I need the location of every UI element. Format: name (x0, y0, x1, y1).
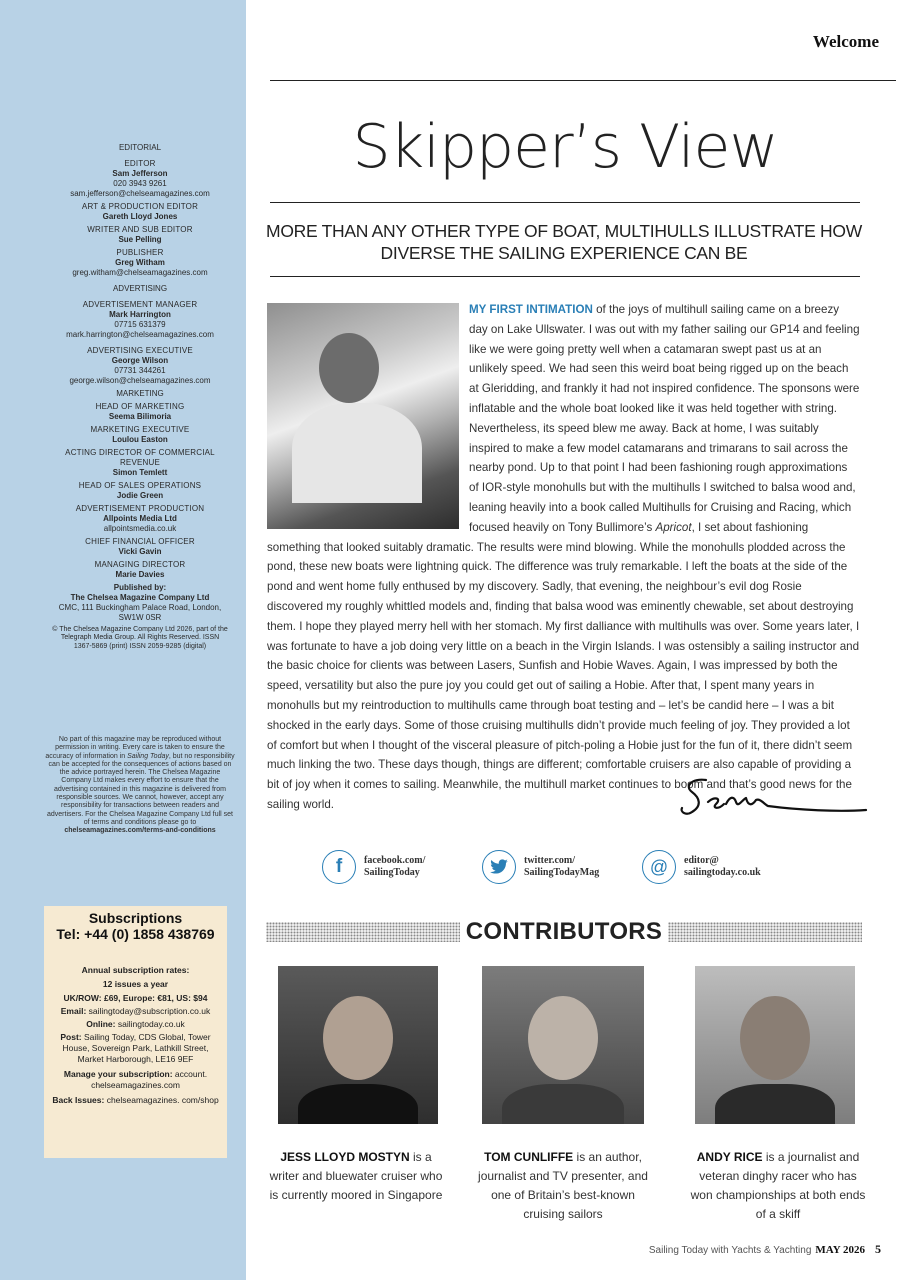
manage-link[interactable]: account. chelseamagazines.com (91, 1069, 208, 1090)
art-editor-name: Gareth Lloyd Jones (102, 212, 178, 221)
contributor-photo-3 (695, 966, 855, 1124)
facebook-line2: SailingToday (364, 867, 420, 878)
publisher-name: Greg Witham (115, 258, 165, 267)
photo-figure-head (319, 333, 379, 403)
contributor-text-3: is a journalist and veteran dinghy racer who has won championships at both ends of a skiff (690, 1150, 866, 1221)
editor-phone: 020 3943 9261 (113, 179, 167, 188)
subs-online-link[interactable]: sailingtoday.co.uk (117, 1019, 185, 1029)
ad-exec-name: George Wilson (111, 356, 169, 365)
head-marketing-name: Seema Bilimoria (108, 412, 172, 421)
standfirst: MORE THAN ANY OTHER TYPE OF BOAT, MULTIHULLS ILLUSTRATE HOW DIVERSE THE SAILING EXPERIENCE CAN BE (266, 221, 862, 263)
cfo-name: Vicki Gavin (118, 547, 162, 556)
email-label: Email: (60, 1006, 87, 1016)
subscriptions-title: Subscriptions (88, 910, 183, 926)
subs-post-row (44, 1032, 227, 1065)
page-number: 5 (875, 1242, 881, 1256)
commercial-director-name: Simon Temlett (112, 468, 168, 477)
header-rule (270, 80, 896, 81)
manage-label: Manage your subscription: (63, 1069, 173, 1079)
body-text-b: , I set about fashioning something that looked suitably dramatic. The results were mind blowing. While the monohulls plodded across the pond, these new boats were lightning quick. The difference was truly remarkable. I left the boats at the side of the pond and went home fully enthused by my discovery. Sadly, that evening, the neighbour’s evil dog Rosie discovered my roughly whittled models and, finding that balsa wood was eminently chewable, set about destroying them. I hope they played merry hell with her stomach. My first dalliance with multihulls was over. Some years later, I was fortunate to have a job doing very little on a beach in the Virgin Islands. I was ostensibly a sailing instructor and the basic choice for clients was between Lasers, Sunfish and Hobie Waves. Again, I was impressed by both the speed, versatility but also the pure joy you could get out of sailing a Hobie. After that, I spent many years in monohulls but my reintroduction to multihulls came through boat testing and – let’s be candid here – I was a bit shocked in the early days. Some of those cruising multihulls didn’t provide much feeling of joy. They provided a lot of comfort but when I thought of the visceral pleasure of pitch-poling a Hobie just for the fun of it, there didn’t seem much linking the two. These days though, things are different; comfortable cruisers are also capable of providing a bit of joy when it comes to sailing. Meanwhile, the multihull market continues to boom and that’s good news for the sailing world. (267, 520, 860, 811)
contributors-heading (266, 918, 862, 946)
section-editorial: EDITORIAL (118, 143, 162, 152)
commercial-director-title: ACTING DIRECTOR OF COMMERCIAL REVENUE (65, 448, 215, 467)
contributor-photo-2 (482, 966, 644, 1124)
masthead-sidebar (0, 0, 246, 1280)
post-address: Sailing Today, CDS Global, Tower House, Sovereign Park, Lathkill Street, Market Harborough, LE16 9EF (62, 1032, 211, 1064)
writer-name: Sue Pelling (118, 235, 162, 244)
masthead-credits (52, 143, 228, 654)
heading-dots-left (266, 922, 460, 942)
contributor-name-3: ANDY RICE (696, 1150, 763, 1164)
section-label: Welcome (812, 32, 879, 51)
body-italic: Apricot (655, 520, 692, 534)
title-rule (270, 202, 860, 203)
at-icon: @ (642, 850, 676, 884)
publisher-address: CMC, 111 Buckingham Palace Road, London, SW1W 0SR (58, 603, 222, 622)
ad-production-title: ADVERTISEMENT PRODUCTION (75, 504, 205, 513)
copyright-notice: © The Chelsea Magazine Company Ltd 2026, part of the Telegraph Media Group. All Rights Reserved. ISSN 1367-5869 (print) ISSN 2059-9285 (digital) (52, 626, 228, 650)
ad-manager-title: ADVERTISEMENT MANAGER (82, 300, 198, 309)
sales-ops-title: HEAD OF SALES OPERATIONS (78, 481, 202, 490)
editor-title: EDITOR (124, 159, 156, 168)
facebook-icon: f (322, 850, 356, 884)
md-title: MANAGING DIRECTOR (94, 560, 186, 569)
marketing-exec-title: MARKETING EXECUTIVE (90, 425, 190, 434)
ad-exec-email: george.wilson@chelseamagazines.com (69, 376, 211, 385)
legal-text-b: , but no responsibility can be accepted for the consequences of actions based on the advice portrayed herein. The Chelsea Magazine Company Ltd makes every effort to ensure that the advertising contained in this magazine is delivered from responsible sources. We cannot, however, accept any responsibility for transactions between readers and advertisers. For the Chelsea Magazine Company Ltd full set of terms and conditions please go to (47, 752, 235, 826)
email-line2: sailingtoday.co.uk (684, 867, 761, 878)
facebook-link[interactable] (322, 850, 425, 884)
ad-exec-title: ADVERTISING EXECUTIVE (87, 346, 193, 355)
editor-name: Sam Jefferson (112, 169, 168, 178)
email-line1: editor@ (684, 855, 719, 866)
contributors-label: CONTRIBUTORS (465, 918, 663, 945)
publisher-company: The Chelsea Magazine Company Ltd (70, 593, 210, 602)
page-title: Skipper’s View (352, 112, 778, 182)
twitter-line2: SailingTodayMag (524, 867, 600, 878)
prices: UK/ROW: £69, Europe: €81, US: $94 (63, 993, 208, 1003)
lead-in: MY FIRST INTIMATION (469, 303, 593, 316)
online-label: Online: (86, 1019, 116, 1029)
legal-notice (44, 736, 236, 836)
subscriptions-box (44, 906, 227, 1158)
publisher-email: greg.witham@chelseamagazines.com (72, 268, 208, 277)
standfirst-rule (270, 276, 860, 277)
twitter-link[interactable] (482, 850, 599, 884)
twitter-icon (482, 850, 516, 884)
head-marketing-title: HEAD OF MARKETING (95, 402, 185, 411)
twitter-line1: twitter.com/ (524, 855, 575, 866)
rates-label: Annual subscription rates: (81, 965, 190, 975)
md-name: Marie Davies (115, 570, 165, 579)
sales-ops-name: Jodie Green (116, 491, 164, 500)
ad-manager-email: mark.harrington@chelseamagazines.com (66, 330, 214, 339)
subs-online-row (44, 1019, 227, 1030)
email-link[interactable] (642, 850, 761, 884)
body-text-a: of the joys of multihull sailing came on a breezy day on Lake Ullswater. I was out with my father sailing our GP14 and feeling like we were going pretty well when a catamaran swept past us at an unlikely speed. We had seen this weird boat being rigged up on the beach at Gleridding, and frankly it had not inspired confidence. The sponsons were inflatable and the whole boat looked like it was held together with string. Nevertheless, its speed blew me away. Back at home, I was suitably inspired to make a few model catamarans and trimarans to sail across the nearby pond. Up to that point I had been fashioning rough approximations of IOR-style monohulls but with the multihulls I switched to balsa wood and, leaning heavily into a book called Multihulls for Cruising and Racing, which focused heavily on Tony Bullimore’s (469, 303, 860, 534)
article-body (267, 300, 860, 815)
contributor-text-2: is an author, journalist and TV presenter, and one of Britain’s best-known cruising sailors (478, 1150, 648, 1221)
contributor-bio-3 (688, 1148, 868, 1224)
art-editor-title: ART & PRODUCTION EDITOR (81, 202, 199, 211)
subs-back-row (44, 1095, 227, 1106)
contributor-name-2: TOM CUNLIFFE (484, 1150, 574, 1164)
contributor-photo-1 (278, 966, 438, 1124)
footer-magazine: Sailing Today with Yachts & Yachting (648, 1245, 812, 1256)
ad-manager-name: Mark Harrington (109, 310, 171, 319)
subscriptions-phone: Tel: +44 (0) 1858 438769 (56, 926, 215, 942)
page-footer (649, 1242, 881, 1257)
legal-text-italic: Sailing Today (127, 752, 169, 760)
issues-per-year: 12 issues a year (102, 979, 169, 989)
writer-title: WRITER AND SUB EDITOR (87, 225, 193, 234)
marketing-exec-name: Loulou Easton (112, 435, 168, 444)
section-advertising: ADVERTISING (112, 284, 168, 293)
published-by-label: Published by: (113, 583, 167, 592)
editor-email: sam.jefferson@chelseamagazines.com (70, 189, 210, 198)
contributor-bio-2 (473, 1148, 653, 1224)
ad-manager-phone: 07715 631379 (114, 320, 166, 329)
back-issues-label: Back Issues: (52, 1095, 105, 1105)
ad-production-url: allpointsmedia.co.uk (103, 524, 177, 533)
facebook-line1: facebook.com/ (364, 855, 426, 866)
editor-signature (678, 772, 868, 822)
back-issues-link[interactable]: chelseamagazines. com/shop (106, 1095, 219, 1105)
contributor-bio-1 (266, 1148, 446, 1205)
photo-figure-body (292, 403, 422, 503)
legal-text-a: No part of this magazine may be reproduced without permission in writing. Every care is taken to ensure the accuracy of information in (45, 736, 225, 760)
ad-exec-phone: 07731 344261 (114, 366, 166, 375)
editor-photo (267, 303, 459, 529)
subs-email-row (44, 1006, 227, 1017)
heading-dots-right (668, 922, 862, 942)
subs-manage-row (44, 1069, 227, 1091)
post-label: Post: (60, 1032, 82, 1042)
publisher-title: PUBLISHER (116, 248, 164, 257)
ad-production-name: Allpoints Media Ltd (103, 514, 177, 523)
footer-issue: MAY 2026 (815, 1244, 865, 1256)
cfo-title: CHIEF FINANCIAL OFFICER (85, 537, 195, 546)
terms-link[interactable]: chelseamagazines.com/terms-and-conditions (64, 827, 216, 835)
section-marketing: MARKETING (116, 389, 164, 398)
contributor-text-1: is a writer and bluewater cruiser who is currently moored in Singapore (269, 1150, 443, 1202)
contributor-name-1: JESS LLOYD MOSTYN (280, 1150, 410, 1164)
subs-email-link[interactable]: sailingtoday@subscription.co.uk (88, 1006, 211, 1016)
